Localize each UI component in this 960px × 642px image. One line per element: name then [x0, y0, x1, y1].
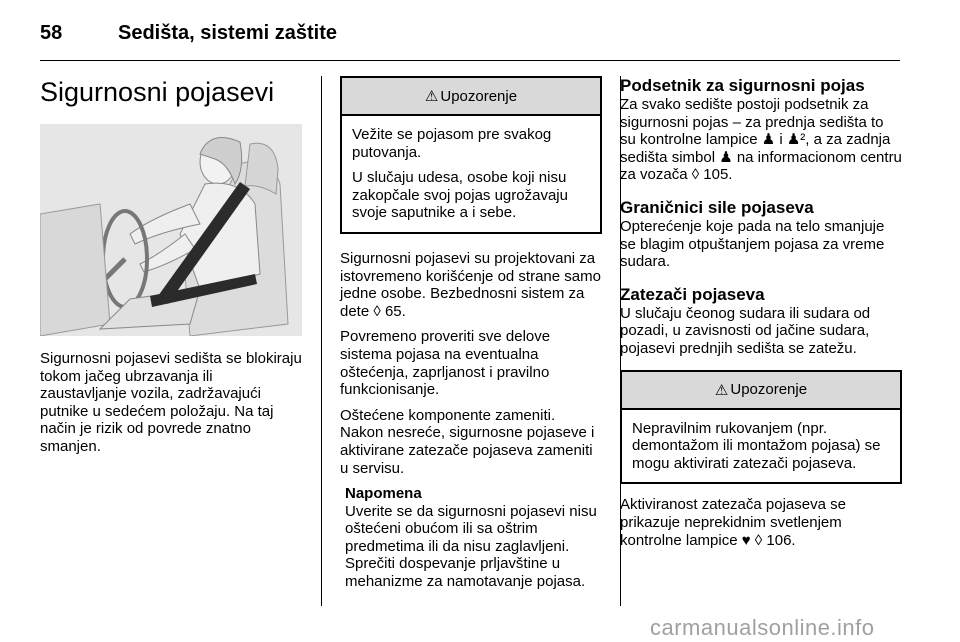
- chapter-title: Sedišta, sistemi zaštite: [118, 21, 337, 44]
- warning-header-2: [622, 372, 900, 410]
- column-2: [340, 76, 602, 591]
- warning-title: Upozorenje: [440, 87, 518, 105]
- intro-paragraph: Sigurnosni pojasevi sedišta se blokiraju tokom jačeg ubrzavanja ili zaustavljanje vozila, zadržavajući putnike u sedećem položaju. Na taj način je rizik od povrede znatno smanjen.: [40, 350, 302, 455]
- warning-box-2: [620, 370, 902, 485]
- page-header: [40, 18, 337, 48]
- heading-reminder: Podsetnik za sigurnosni pojas: [620, 76, 865, 95]
- note-text: Uverite se da sigurnosni pojasevi nisu oštećeni obućom ili sa oštrim predmetima ili da nisu zaglavljeni. Sprečiti dospevanje prljavštine u mehanizme za namotavanje pojasa.: [345, 502, 597, 591]
- paragraph-replace: Oštećene komponente zameniti. Nakon nesreće, sigurnosne pojaseve i aktivirane zatezače pojaseva zameniti u servisu.: [340, 406, 595, 477]
- paragraph-activation: Aktiviranost zatezača pojaseva se prikazuje neprekidnim svetlenjem kontrolne lampice ♥ ◊ 106.: [620, 496, 846, 549]
- column-divider-1: [321, 76, 322, 606]
- warning-triangle-icon: ⚠: [424, 88, 439, 105]
- column-3: [620, 76, 902, 549]
- paragraph-design: Sigurnosni pojasevi su projektovani za istovremeno korišćenje od strane samo jedne osobe. Bezbednosni sistem za dete ◊ 65.: [340, 249, 601, 320]
- warning-header: [342, 78, 600, 116]
- warning-text-2: U slučaju udesa, osobe koji nisu zakopčale svoj pojas ugrožavaju svoje saputnike a i sebe.: [352, 169, 568, 222]
- page-number: 58: [40, 21, 63, 44]
- note-title: Napomena: [345, 485, 422, 503]
- note-block: [345, 485, 602, 591]
- paragraph-check: Povremeno proveriti sve delove sistema pojasa na eventualna oštećenja, zaprljanost i pravilno funkcionisanje.: [340, 328, 551, 399]
- watermark: carmanualsonline.info: [650, 615, 875, 640]
- seatbelt-illustration: [40, 124, 302, 336]
- paragraph-reminder: Za svako sedište postoji podsetnik za sigurnosni pojas – za prednja sedišta to su kontrolne lampice ♟ i ♟², a za zadnja sedišta simbol ♟ na informacionom centru za vozača ◊ 105.: [620, 96, 902, 184]
- paragraph-pretensioners: U slučaju čeonog sudara ili sudara od pozadi, u zavisnosti od jačine sudara, pojasevi prednjih sedišta se zatežu.: [620, 304, 871, 357]
- warning-body-2: [622, 410, 900, 483]
- seatbelt-driver-illustration-icon: [40, 124, 302, 336]
- warning-triangle-icon: ⚠: [714, 381, 729, 399]
- heading-force-limiters: Graničnici sile pojaseva: [620, 197, 814, 217]
- warning-box: [340, 76, 602, 234]
- warning-text-3: Nepravilnim rukovanjem (npr. demontažom ili montažom pojasa) se mogu aktivirati zatezači pojaseva.: [632, 419, 881, 472]
- warning-body: [342, 116, 600, 232]
- column-1: [40, 76, 302, 456]
- section-title: Sigurnosni pojasevi: [40, 77, 275, 107]
- warning-text-1: Vežite se pojasom pre svakog putovanja.: [352, 126, 552, 161]
- heading-pretensioners: Zatezači pojaseva: [620, 284, 765, 304]
- header-rule: [40, 60, 900, 61]
- warning-title-2: Upozorenje: [730, 381, 808, 399]
- paragraph-force-limiters: Opterećenje koje pada na telo smanjuje se blagim otpuštanjem pojasa za vreme sudara.: [620, 217, 885, 271]
